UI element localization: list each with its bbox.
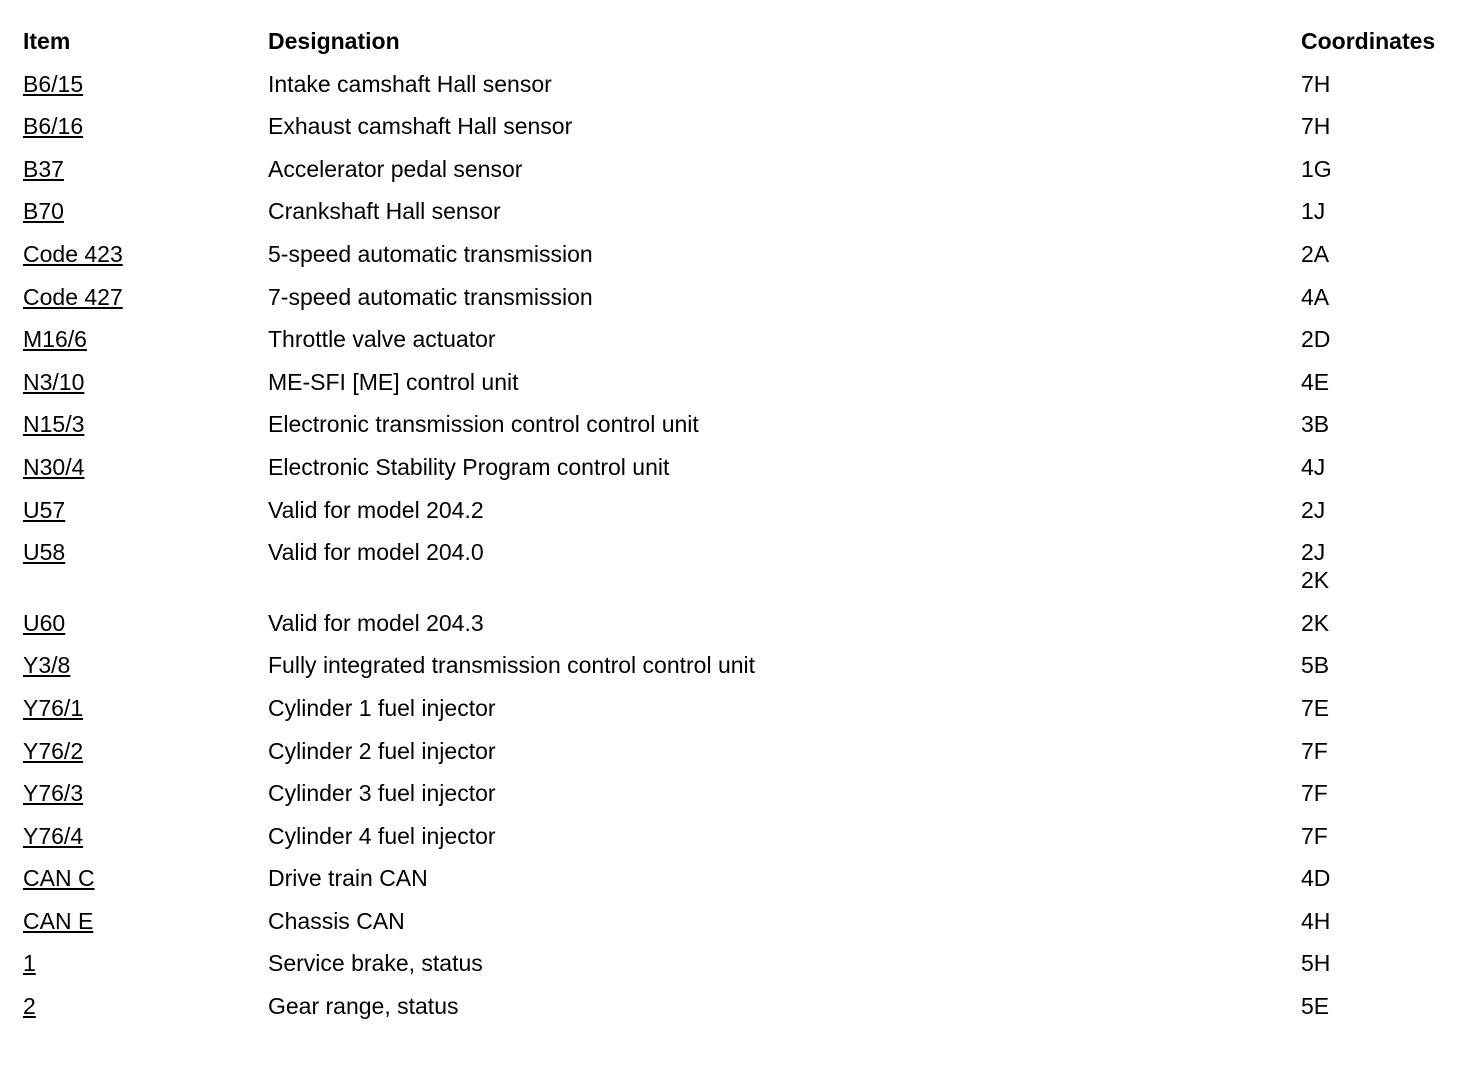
table-row (23, 361, 1463, 404)
item-cell (23, 283, 268, 311)
coordinate-value: 5B (1301, 652, 1330, 679)
coordinate-value: 4E (1301, 368, 1330, 395)
designation-cell: Accelerator pedal sensor (268, 155, 523, 182)
item-cell (23, 496, 268, 524)
designation-cell: Drive train CAN (268, 865, 428, 892)
table-row (23, 531, 1463, 602)
item-link[interactable]: Y76/4 (23, 822, 84, 849)
item-cell (23, 949, 268, 977)
table-row (23, 105, 1463, 148)
item-link[interactable]: CAN C (23, 865, 95, 892)
coordinates-cell (1301, 538, 1463, 594)
coordinate-value: 3B (1301, 411, 1330, 438)
coordinates-cell (1301, 496, 1463, 524)
coordinates-cell (1301, 368, 1463, 396)
designation-cell: ME-SFI [ME] control unit (268, 368, 519, 395)
designation-cell: Valid for model 204.0 (268, 539, 484, 566)
table-row (23, 857, 1463, 900)
table-body (23, 63, 1463, 1028)
coordinates-cell (1301, 822, 1463, 850)
coordinate-value: 4H (1301, 907, 1331, 934)
coordinate-value: 4A (1301, 283, 1330, 310)
coordinate-value: 4J (1301, 453, 1326, 480)
item-link[interactable]: U58 (23, 539, 66, 566)
coordinates-cell (1301, 283, 1463, 311)
item-cell (23, 538, 268, 566)
coordinate-value: 2J (1301, 496, 1326, 523)
coordinates-cell (1301, 907, 1463, 935)
designation-cell: Cylinder 4 fuel injector (268, 822, 496, 849)
designation-cell: 7-speed automatic transmission (268, 283, 593, 310)
item-link[interactable]: N30/4 (23, 453, 85, 480)
item-cell (23, 779, 268, 807)
coordinates-cell (1301, 992, 1463, 1020)
designation-cell: Crankshaft Hall sensor (268, 198, 501, 225)
table-row (23, 233, 1463, 276)
designation-cell: Cylinder 1 fuel injector (268, 694, 496, 721)
coordinates-cell (1301, 410, 1463, 438)
coordinate-value: 7F (1301, 822, 1328, 849)
designation-cell: Throttle valve actuator (268, 326, 496, 353)
coordinate-value: 1J (1301, 198, 1326, 225)
item-link[interactable]: N15/3 (23, 411, 85, 438)
coordinates-cell (1301, 609, 1463, 637)
coordinates-cell (1301, 949, 1463, 977)
designation-cell: Electronic transmission control control unit (268, 411, 699, 438)
table-row (23, 446, 1463, 489)
header-designation: Designation (268, 28, 400, 54)
header-item: Item (23, 28, 71, 54)
item-cell (23, 155, 268, 183)
item-link[interactable]: B6/16 (23, 113, 84, 140)
item-cell (23, 694, 268, 722)
table-row (23, 403, 1463, 446)
table-row (23, 942, 1463, 985)
coordinates-cell (1301, 694, 1463, 722)
item-link[interactable]: Y76/1 (23, 694, 84, 721)
designation-cell: Chassis CAN (268, 907, 405, 934)
coordinate-value: 1G (1301, 155, 1332, 182)
designation-cell: Exhaust camshaft Hall sensor (268, 113, 573, 140)
item-link[interactable]: B6/15 (23, 70, 84, 97)
coordinate-value: 2A (1301, 240, 1330, 267)
item-link[interactable]: Y76/2 (23, 737, 84, 764)
table-row (23, 644, 1463, 687)
item-link[interactable]: U57 (23, 496, 66, 523)
table-row (23, 276, 1463, 319)
coordinate-value: 4D (1301, 865, 1331, 892)
item-link[interactable]: 2 (23, 993, 36, 1020)
coordinate-value: 7F (1301, 737, 1328, 764)
coordinates-cell (1301, 864, 1463, 892)
coordinates-cell (1301, 779, 1463, 807)
item-cell (23, 453, 268, 481)
item-cell (23, 240, 268, 268)
designation-cell: Cylinder 3 fuel injector (268, 780, 496, 807)
coordinate-value: 2K (1301, 567, 1330, 594)
item-cell (23, 992, 268, 1020)
coordinates-cell (1301, 737, 1463, 765)
item-link[interactable]: Y3/8 (23, 652, 71, 679)
designation-cell: Cylinder 2 fuel injector (268, 737, 496, 764)
table-row (23, 900, 1463, 943)
coordinates-cell (1301, 651, 1463, 679)
designation-cell: Service brake, status (268, 950, 483, 977)
coordinates-cell (1301, 155, 1463, 183)
coordinate-value: 7H (1301, 113, 1331, 140)
coordinate-value: 2K (1301, 609, 1330, 636)
table-row (23, 815, 1463, 858)
item-link[interactable]: CAN E (23, 907, 94, 934)
item-link[interactable]: N3/10 (23, 368, 85, 395)
item-cell (23, 368, 268, 396)
item-cell (23, 112, 268, 140)
table-row (23, 148, 1463, 191)
table-row (23, 489, 1463, 532)
item-cell (23, 737, 268, 765)
coordinate-value: 7E (1301, 694, 1330, 721)
table-row (23, 602, 1463, 645)
coordinates-cell (1301, 325, 1463, 353)
item-link[interactable]: Code 423 (23, 240, 123, 267)
coordinate-value: 5H (1301, 950, 1331, 977)
coordinate-value: 7H (1301, 70, 1331, 97)
designation-cell: Gear range, status (268, 993, 459, 1020)
item-cell (23, 651, 268, 679)
item-link[interactable]: M16/6 (23, 326, 87, 353)
item-link[interactable]: 1 (23, 950, 36, 977)
item-cell (23, 822, 268, 850)
item-cell (23, 609, 268, 637)
component-legend-table (23, 20, 1463, 1028)
item-link[interactable]: B70 (23, 198, 64, 225)
item-link[interactable]: Y76/3 (23, 780, 84, 807)
table-row (23, 772, 1463, 815)
item-link[interactable]: B37 (23, 155, 64, 182)
table-row (23, 190, 1463, 233)
table-row (23, 687, 1463, 730)
item-cell (23, 70, 268, 98)
item-cell (23, 410, 268, 438)
item-cell (23, 197, 268, 225)
coordinate-value: 2D (1301, 326, 1331, 353)
item-cell (23, 864, 268, 892)
table-row (23, 63, 1463, 106)
header-coordinates: Coordinates (1301, 28, 1436, 54)
coordinates-cell (1301, 70, 1463, 98)
coordinates-cell (1301, 112, 1463, 140)
designation-cell: Electronic Stability Program control unit (268, 453, 670, 480)
coordinate-value: 7F (1301, 780, 1328, 807)
item-link[interactable]: Code 427 (23, 283, 123, 310)
designation-cell: Valid for model 204.2 (268, 496, 484, 523)
item-cell (23, 325, 268, 353)
item-link[interactable]: U60 (23, 609, 66, 636)
coordinate-value: 5E (1301, 993, 1330, 1020)
item-cell (23, 907, 268, 935)
coordinates-cell (1301, 240, 1463, 268)
table-row (23, 730, 1463, 773)
designation-cell: Intake camshaft Hall sensor (268, 70, 552, 97)
table-header-row (23, 20, 1463, 63)
coordinates-cell (1301, 453, 1463, 481)
coordinate-value: 2J (1301, 539, 1326, 566)
table-row (23, 985, 1463, 1028)
designation-cell: 5-speed automatic transmission (268, 240, 593, 267)
designation-cell: Valid for model 204.3 (268, 609, 484, 636)
coordinates-cell (1301, 197, 1463, 225)
table-row (23, 318, 1463, 361)
designation-cell: Fully integrated transmission control control unit (268, 652, 756, 679)
